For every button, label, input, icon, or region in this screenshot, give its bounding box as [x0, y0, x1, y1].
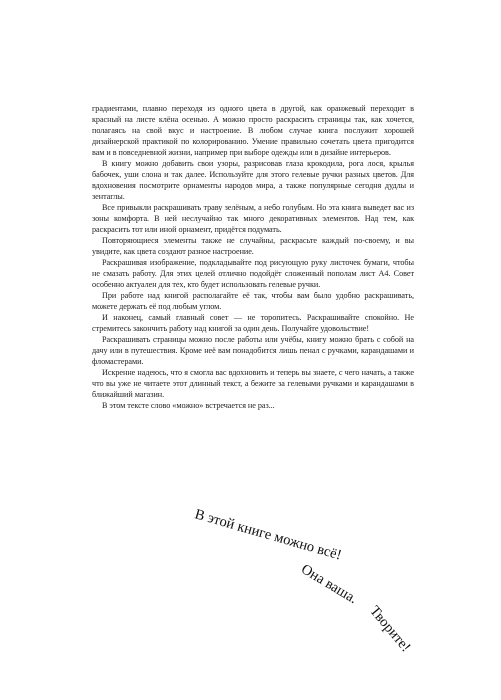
paragraph: И наконец, самый главный совет — не торопитесь. Раскрашивайте спокойно. Не стремитесь закончить работу над книгой за один день. Получайте удовольствие! — [92, 313, 414, 333]
paragraph: При работе над книгой располагайте её так, чтобы вам было удобно раскрашивать, можете держать её под любым углом. — [92, 291, 414, 311]
paragraph: градиентами, плавно переходя из одного цвета в другой, как оранжевый переходит в красный на листе клёна осенью. А можно просто раскрасить страницы так, как хочется, полагаясь на свой вкус и настроение. В любом случае книга послужит хорошей дизайнерской практикой по колорированию. Умение правильно сочетать цвета пригодится вам и в повседневной жизни, например при выборе одежды или в дизайне интерьеров. — [92, 104, 414, 157]
slogan-line-3: Творите! — [366, 603, 414, 656]
paragraph: В этом тексте слово «можно» встречается не раз... — [102, 401, 275, 410]
slogan-line-2: Она ваша. — [298, 561, 361, 608]
paragraph: Повторяющиеся элементы также не случайны, раскрасьте каждый по-своему, и вы увидите, как цвета создают разное настроение. — [92, 236, 414, 256]
paragraph: Все привыкли раскрашивать траву зелёным, а небо голубым. Но эта книга выведет вас из зоны комфорта. В ней неслучайно так много декоративных элементов. Над тем, как раскрасить тот или иной орнамент, придётся подумать. — [92, 203, 414, 234]
paragraph: В книгу можно добавить свои узоры, разрисовав глаза крокодила, рога лося, крылья бабочек, уши слона и так далее. Используйте для этого гелевые ручки разных цветов. Для вдохновения посмотрите орнаменты народов мира, а также популярные сегодня дудлы и зентаглы. — [92, 159, 414, 201]
paragraph: Раскрашивая изображение, подкладывайте под рисующую руку листочек бумаги, чтобы не смазать работу. Для этих целей отлично подойдёт сложенный пополам лист А4. Совет особенно актуален для тех, кто будет использовать гелевые ручки. — [92, 258, 414, 289]
paragraph: Раскрашивать страницы можно после работы или учёбы, книгу можно брать с собой на дачу или в путешествия. Кроме неё вам понадобится лишь пенал с ручками, карандашами и фломастерами. — [92, 335, 414, 366]
paragraph: Искренне надеюсь, что я смогла вас вдохновить и теперь вы знаете, с чего начать, а также что вы уже не читаете этот длинный текст, а бежите за гелевыми ручками и карандашами в ближайший магазин. — [92, 368, 414, 399]
body-text — [92, 103, 414, 411]
slogan-line-1: В этой книге можно всё! — [192, 506, 344, 564]
